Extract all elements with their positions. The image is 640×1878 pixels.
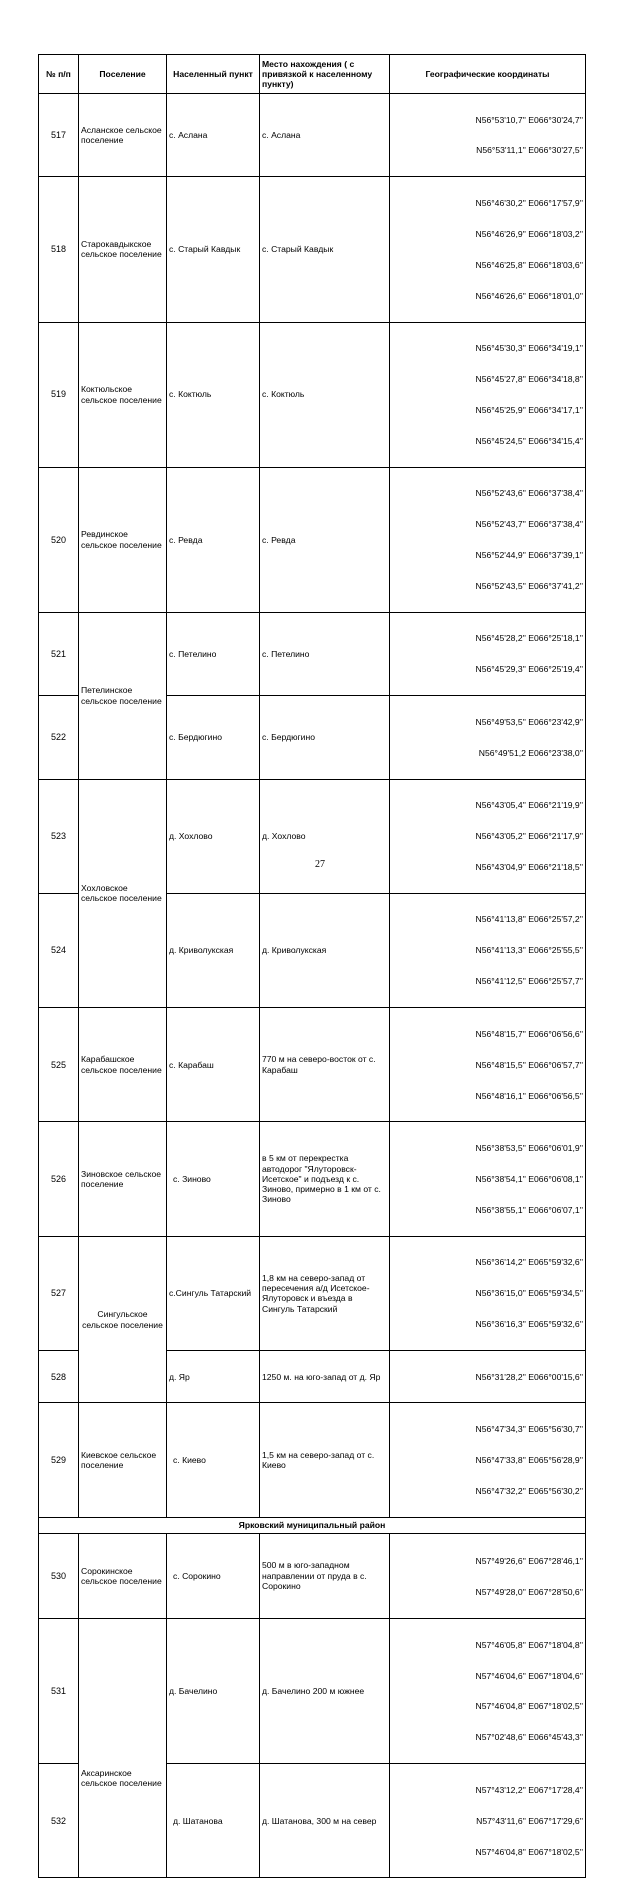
- table-row: [39, 1008, 586, 1122]
- header-place: Место нахождения ( с привязкой к населенному пункту): [260, 55, 390, 94]
- district-heading-row: [39, 1517, 586, 1533]
- locality-cell: с. Петелино: [167, 612, 260, 695]
- row-number: 522: [39, 696, 79, 779]
- coord-line: N56°45'25,9'' E066°34'17,1'': [475, 404, 583, 415]
- coordinates-table: [38, 54, 586, 1878]
- coord-line: N56°46'25,8'' E066°18'03,6'': [475, 259, 583, 270]
- coord-line: N56°41'12,5'' E066°25'57,7'': [475, 976, 583, 987]
- coords-cell: [390, 94, 586, 177]
- coords-cell: [390, 696, 586, 779]
- coord-line: N56°45'27,8'' E066°34'18,8'': [475, 374, 583, 385]
- coords-cell: [390, 1533, 586, 1618]
- coord-line: N56°38'54,1'' E066°06'08,1'': [475, 1173, 583, 1184]
- header-locality: Населенный пункт: [167, 55, 260, 94]
- row-number: 530: [39, 1533, 79, 1618]
- locality-cell: д. Бачелино: [167, 1619, 260, 1764]
- locality-cell: с. Бердюгино: [167, 696, 260, 779]
- place-cell: 770 м на северо-восток от с. Карабаш: [260, 1008, 390, 1122]
- coord-line: N56°52'43,7'' E066°37'38,4'': [475, 519, 583, 530]
- settlement-cell: Старокавдыкское сельское поселение: [79, 177, 167, 322]
- place-cell: с. Бердюгино: [260, 696, 390, 779]
- coord-line: N56°38'55,1'' E066°06'07,1'': [475, 1204, 583, 1215]
- coord-line: N56°43'05,4'' E066°21'19,9'': [475, 800, 583, 811]
- locality-cell: д. Шатанова: [167, 1764, 260, 1878]
- coord-line: N56°36'16,3'' E065°59'32,6'': [475, 1319, 583, 1330]
- coord-line: N56°43'04,9'' E066°21'18,5'': [475, 861, 583, 872]
- row-number: 521: [39, 612, 79, 695]
- coords-cell: [390, 1619, 586, 1764]
- place-cell: с. Аслана: [260, 94, 390, 177]
- row-number: 518: [39, 177, 79, 322]
- table-row: [39, 1403, 586, 1517]
- locality-cell: с. Аслана: [167, 94, 260, 177]
- coord-line: N56°46'26,9'' E066°18'03,2'': [475, 228, 583, 239]
- coord-line: N56°52'44,9'' E066°37'39,1'': [475, 550, 583, 561]
- place-cell: д. Шатанова, 300 м на север: [260, 1764, 390, 1878]
- settlement-cell: Аксаринское сельское поселение: [79, 1619, 167, 1878]
- coord-line: N56°41'13,3'' E066°25'55,5'': [475, 945, 583, 956]
- place-cell: с. Ревда: [260, 467, 390, 612]
- locality-cell: д. Хохлово: [167, 779, 260, 893]
- settlement-cell: Коктюльское сельское поселение: [79, 322, 167, 467]
- coord-line: N56°48'16,1'' E066°06'56,5'': [475, 1090, 583, 1101]
- place-cell: 1,8 км на северо-запад от пересечения а/д Исетское-Ялуторовск и въезда в Сингуль Татарский: [260, 1236, 390, 1350]
- coord-line: N56°41'13,8'' E066°25'57,2'': [475, 914, 583, 925]
- header-settlement: Поселение: [79, 55, 167, 94]
- place-cell: д. Хохлово: [260, 779, 390, 893]
- place-cell: 500 м в юго-западном направлении от пруда в с. Сорокино: [260, 1533, 390, 1618]
- row-number: 529: [39, 1403, 79, 1517]
- locality-cell: с. Старый Кавдык: [167, 177, 260, 322]
- coords-cell: [390, 1236, 586, 1350]
- coords-cell: [390, 1122, 586, 1236]
- row-number: 526: [39, 1122, 79, 1236]
- settlement-cell: Карабашское сельское поселение: [79, 1008, 167, 1122]
- coord-line: N56°53'11,1'' E066°30'27,5'': [476, 145, 583, 156]
- row-number: 524: [39, 893, 79, 1007]
- coord-line: N57°46'04,8'' E067°18'02,5'': [475, 1701, 583, 1712]
- coord-line: N57°46'04,8'' E067°18'02,5'': [475, 1846, 583, 1857]
- settlement-cell: Сорокинское сельское поселение: [79, 1533, 167, 1618]
- locality-cell: с. Ревда: [167, 467, 260, 612]
- table-row: [39, 612, 586, 695]
- table-row: [39, 779, 586, 893]
- place-cell: 1250 м. на юго-запад от д. Яр: [260, 1350, 390, 1402]
- settlement-cell: Хохловское сельское поселение: [79, 779, 167, 1008]
- row-number: 520: [39, 467, 79, 612]
- place-cell: д. Бачелино 200 м южнее: [260, 1619, 390, 1764]
- coord-line: N56°49'51,2 E066°23'38,0'': [478, 747, 583, 758]
- table-row: [39, 467, 586, 612]
- settlement-cell: Ревдинское сельское поселение: [79, 467, 167, 612]
- coords-cell: [390, 467, 586, 612]
- table-row: [39, 1236, 586, 1350]
- table-row: [39, 1533, 586, 1618]
- coord-line: N57°02'48,6'' E066°45'43,3'': [475, 1732, 583, 1743]
- coord-line: N56°38'53,5'' E066°06'01,9'': [475, 1142, 583, 1153]
- place-cell: д. Криволукская: [260, 893, 390, 1007]
- coords-cell: [390, 1764, 586, 1878]
- row-number: 523: [39, 779, 79, 893]
- coord-line: N57°46'05,8'' E067°18'04,8'': [475, 1639, 583, 1650]
- table-row: [39, 1619, 586, 1764]
- coord-line: N57°46'04,6'' E067°18'04,6'': [475, 1670, 583, 1681]
- settlement-cell: Зиновское сельское поселение: [79, 1122, 167, 1236]
- coord-line: N56°47'34,3'' E065°56'30,7'': [475, 1424, 583, 1434]
- locality-cell: д. Криволукская: [167, 893, 260, 1007]
- header-num: № п/п: [39, 55, 79, 94]
- coord-line: N56°36'14,2'' E065°59'32,6'': [475, 1257, 583, 1268]
- coord-line: N56°52'43,5'' E066°37'41,2'': [475, 580, 583, 591]
- coord-line: N56°47'32,2'' E065°56'30,2'': [475, 1485, 583, 1496]
- coord-line: N56°45'29,3'' E066°25'19,4'': [475, 664, 583, 675]
- table-row: [39, 177, 586, 322]
- coords-cell: [390, 1403, 586, 1517]
- coord-line: N56°45'28,2'' E066°25'18,1'': [475, 633, 583, 644]
- locality-cell: д. Яр: [167, 1350, 260, 1402]
- table-header-row: [39, 55, 586, 94]
- locality-cell: с. Коктюль: [167, 322, 260, 467]
- row-number: 532: [39, 1764, 79, 1878]
- place-cell: с. Петелино: [260, 612, 390, 695]
- coord-line: N56°46'30,2'' E066°17'57,9'': [475, 197, 583, 208]
- row-number: 528: [39, 1350, 79, 1402]
- settlement-cell: Петелинское сельское поселение: [79, 612, 167, 779]
- coord-line: N56°45'24,5'' E066°34'15,4'': [475, 435, 583, 446]
- coord-line: N56°53'10,7'' E066°30'24,7'': [475, 114, 583, 125]
- row-number: 531: [39, 1619, 79, 1764]
- row-number: 527: [39, 1236, 79, 1350]
- page-number: 27: [315, 859, 325, 870]
- settlement-cell: Киевское сельское поселение: [79, 1403, 167, 1517]
- coord-line: N56°43'05,2'' E066°21'17,9'': [475, 831, 583, 842]
- row-number: 519: [39, 322, 79, 467]
- coords-cell: [390, 893, 586, 1007]
- coord-line: N56°31'28,2'' E066°00'15,6'': [475, 1371, 583, 1382]
- place-cell: в 5 км от перекрестка автодорог "Ялуторовск-Исетское" и подъезд к с. Зиново, примерно в 1 км от с. Зиново: [260, 1122, 390, 1236]
- table-row: [39, 322, 586, 467]
- district-heading: Ярковский муниципальный район: [39, 1517, 586, 1533]
- coord-line: N57°49'28,0'' E067°28'50,6'': [475, 1587, 583, 1598]
- locality-cell: с.Сингуль Татарский: [167, 1236, 260, 1350]
- coord-line: N56°46'26,6'' E066°18'01,0'': [475, 290, 583, 301]
- locality-cell: с. Сорокино: [167, 1533, 260, 1618]
- coord-line: N56°49'53,5'' E066°23'42,9'': [475, 716, 583, 727]
- row-number: 525: [39, 1008, 79, 1122]
- row-number: 517: [39, 94, 79, 177]
- locality-cell: с. Карабаш: [167, 1008, 260, 1122]
- coord-line: N56°52'43,6'' E066°37'38,4'': [475, 488, 583, 499]
- coord-line: N57°49'26,6'' E067°28'46,1'': [475, 1556, 583, 1567]
- place-cell: 1,5 км на северо-запад от с. Киево: [260, 1403, 390, 1517]
- coord-line: N57°43'12,2'' E067°17'28,4'': [475, 1784, 583, 1795]
- coord-line: N56°48'15,7'' E066°06'56,6'': [475, 1028, 583, 1039]
- header-coords: Географические координаты: [390, 55, 586, 94]
- coord-line: N57°43'11,6'' E067°17'29,6'': [476, 1815, 583, 1826]
- coord-line: N56°45'30,3'' E066°34'19,1'': [475, 343, 583, 354]
- settlement-cell: Сингульское сельское поселение: [79, 1236, 167, 1403]
- place-cell: с. Коктюль: [260, 322, 390, 467]
- settlement-cell: Асланское сельское поселение: [79, 94, 167, 177]
- coords-cell: [390, 612, 586, 695]
- coords-cell: [390, 177, 586, 322]
- coord-line: N56°47'33,8'' E065°56'28,9'': [475, 1454, 583, 1465]
- coord-line: N56°36'15,0'' E065°59'34,5'': [475, 1288, 583, 1299]
- table-row: [39, 94, 586, 177]
- locality-cell: с. Зиново: [167, 1122, 260, 1236]
- coords-cell: [390, 1008, 586, 1122]
- place-cell: с. Старый Кавдык: [260, 177, 390, 322]
- coords-cell: [390, 779, 586, 893]
- coord-line: N56°48'15,5'' E066°06'57,7'': [475, 1059, 583, 1070]
- coords-cell: [390, 1350, 586, 1402]
- locality-cell: с. Киево: [167, 1403, 260, 1517]
- table-row: [39, 1122, 586, 1236]
- coords-cell: [390, 322, 586, 467]
